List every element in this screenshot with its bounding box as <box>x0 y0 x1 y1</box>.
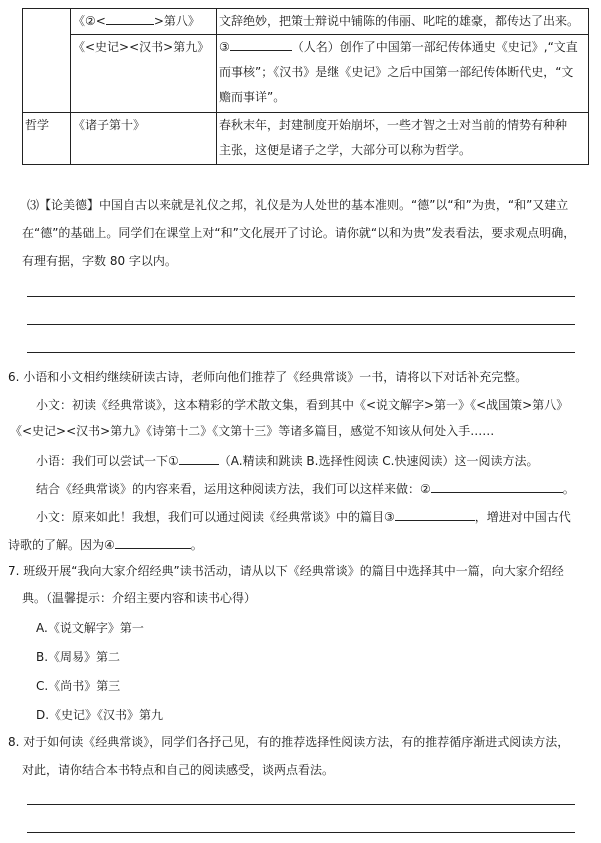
q8-line: 8. 对于如何读《经典常谈》，同学们各抒己见，有的推荐选择性阅读方法，有的推荐循序渐进式阅读方法， <box>8 735 570 749</box>
answer-line[interactable] <box>27 832 575 833</box>
choice-a[interactable]: A.《说文解字》第一 <box>36 621 144 635</box>
q6-xiaowen2-text: 小文：原来如此！我想，我们可以通过阅读《经典常谈》中的篇目③ <box>36 510 395 524</box>
desc-line: 主张，这便是诸子之学，大部分可以称为哲学。 <box>219 143 472 157</box>
q6-combine-text: 结合《经典常谈》的内容来看，运用这种阅读方法，我们可以这样来做：② <box>36 482 431 496</box>
desc-prefix: ③ <box>219 40 230 54</box>
q6-xiaowen2-text: ，增进对中国古代 <box>474 510 571 524</box>
choice-d[interactable]: D.《史记》《汉书》第九 <box>36 708 164 722</box>
work-title: 《<史记><汉书>第九》 <box>73 40 210 54</box>
desc-cell <box>217 35 589 113</box>
q6-xiaowen2-cont <box>8 534 203 553</box>
work-cell <box>71 35 217 113</box>
choice-c[interactable]: C.《尚书》第三 <box>36 679 121 693</box>
choice-b[interactable]: B.《周易》第二 <box>36 650 121 664</box>
fill-blank-3[interactable] <box>230 36 292 51</box>
q6-intro: 6. 小语和小文相约继续研读古诗，老师向他们推荐了《经典常谈》一书，请将以下对话补充完整。 <box>8 370 528 384</box>
fill-blank-2[interactable] <box>106 10 154 25</box>
q3-line: 在“德”的基础上。同学们在课堂上对“和”文化展开了讨论。请你就“以和为贵”发表看法，要求观点明确， <box>22 226 576 240</box>
q8-line: 对此，请你结合本书特点和自己的阅读感受，谈两点看法。 <box>22 763 335 777</box>
work-cell <box>71 113 217 165</box>
fill-blank-q6-4[interactable] <box>115 534 191 549</box>
fill-blank-q6-2[interactable] <box>431 478 563 493</box>
q3-line: ⑶【论美德】中国自古以来就是礼仪之邦，礼仪是为人处世的基本准则。“德”以“和”为贵，“和”又建立 <box>27 198 569 212</box>
desc-line: 赡而事详”。 <box>219 90 286 104</box>
q6-combine-text: 。 <box>562 482 575 496</box>
desc-line: （人名）创作了中国第一部纪传体通史《史记》,“文直 <box>291 40 578 54</box>
q7-line: 典。（温馨提示：介绍主要内容和读书心得） <box>22 591 257 605</box>
fill-blank-q6-3[interactable] <box>395 506 475 521</box>
q3-line: 有理有据，字数 80 字以内。 <box>22 254 177 268</box>
desc-line: 文辞绝妙，把策士辩说中铺陈的伟丽、叱咤的雄豪，都传达了出来。 <box>219 14 580 28</box>
table-row <box>23 113 589 165</box>
q6-xiaowen2-text: 诗歌的了解。因为④ <box>8 538 115 552</box>
q6-combine-line <box>36 478 575 497</box>
classics-table <box>22 8 589 165</box>
work-title-suffix: >第八》 <box>153 14 200 28</box>
fill-blank-q6-1[interactable] <box>179 450 219 465</box>
table-row <box>23 35 589 113</box>
answer-line[interactable] <box>27 324 575 325</box>
answer-line[interactable] <box>27 296 575 297</box>
desc-line: 而事核”；《汉书》是继《史记》之后中国第一部纪传体断代史，“文 <box>219 65 574 79</box>
q6-xiaowen2-line <box>36 506 571 525</box>
category-cell <box>23 9 71 113</box>
q6-xiaoyu-text: （A.精读和跳读 B.选择性阅读 C.快速阅读）这一阅读方法。 <box>218 454 539 468</box>
desc-cell <box>217 113 589 165</box>
category-cell: 哲学 <box>23 113 71 165</box>
q6-xiaoyu-text: 小语：我们可以尝试一下① <box>36 454 179 468</box>
answer-line[interactable] <box>27 352 575 353</box>
answer-line[interactable] <box>27 804 575 805</box>
work-title-prefix: 《②< <box>73 14 106 28</box>
q6-xiaowen2-text: 。 <box>190 538 203 552</box>
table-row <box>23 9 589 35</box>
q6-xiaoyu-line <box>36 450 538 469</box>
q6-xiaowen-line: 《<史记><汉书>第九》《诗第十二》《文第十三》等诸多篇目，感觉不知该从何处入手…… <box>10 424 495 438</box>
work-cell <box>71 9 217 35</box>
desc-line: 春秋末年，封建制度开始崩坏，一些才智之士对当前的情势有种种 <box>219 118 568 132</box>
desc-cell <box>217 9 589 35</box>
work-title: 《诸子第十》 <box>73 118 146 132</box>
q7-line: 7. 班级开展“我向大家介绍经典”读书活动，请从以下《经典常谈》的篇目中选择其中一篇，向大家介绍经 <box>8 564 564 578</box>
q6-xiaowen-line: 小文：初读《经典常谈》，这本精彩的学术散文集，看到其中《<说文解字>第一》《<战国策>第八》 <box>36 398 569 412</box>
